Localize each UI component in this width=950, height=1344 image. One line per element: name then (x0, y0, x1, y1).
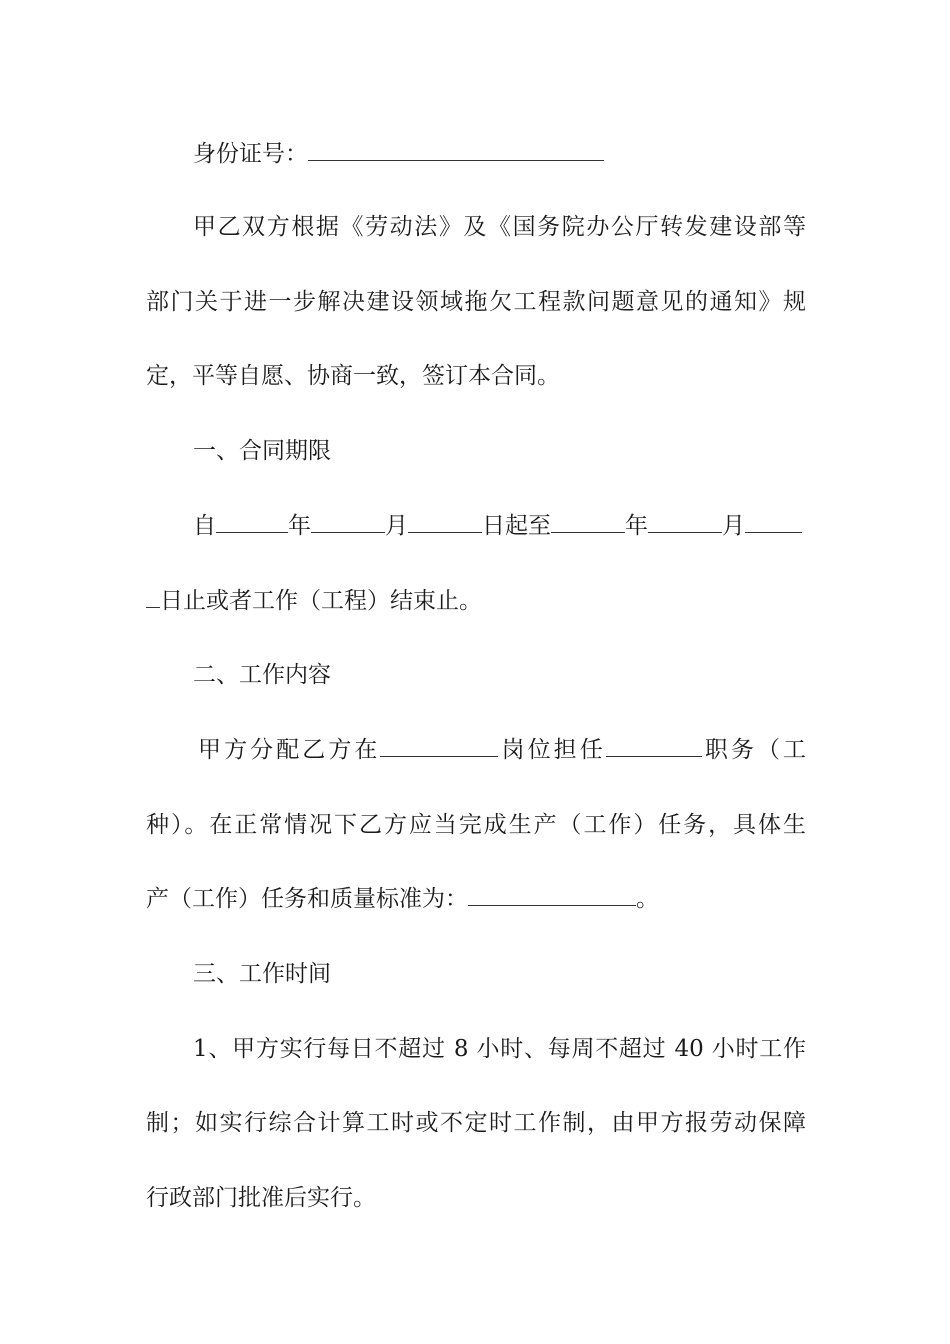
id-number-blank (308, 140, 604, 161)
work-line-1 (198, 735, 806, 765)
work-part-a: 甲方分配乙方在 (198, 737, 381, 763)
start-month-blank (311, 512, 385, 533)
start-year-blank (216, 512, 288, 533)
term-line-2 (146, 586, 806, 616)
end-month-blank (648, 512, 722, 533)
term-day-start: 日起至 (482, 513, 551, 539)
work-line-3-end: 。 (636, 886, 659, 912)
intro-line-2: 部门关于进一步解决建设领域拖欠工程款问题意见的通知》规 (146, 289, 806, 315)
section-heading-term: 一、合同期限 (193, 438, 331, 464)
post-blank (380, 736, 498, 757)
id-number-label: 身份证号： (193, 141, 308, 167)
work-line-2: 种）。在正常情况下乙方应当完成生产（工作）任务，具体生 (146, 812, 806, 838)
hours-line-2: 制；如实行综合计算工时或不定时工作制，由甲方报劳动保障 (146, 1110, 806, 1136)
end-day-blank-cont (146, 587, 160, 608)
end-year-blank (551, 512, 625, 533)
hours-line-3: 行政部门批准后实行。 (146, 1185, 376, 1211)
hours-line-1: 1、甲方实行每日不超过 8 小时、每周不超过 40 小时工作 (193, 1036, 806, 1062)
work-part-c: 职务（工 (701, 737, 806, 763)
intro-line-1: 甲乙双方根据《劳动法》及《国务院办公厅转发建设部等 (193, 214, 806, 240)
work-part-b: 岗位担任 (498, 737, 606, 763)
section-heading-work: 二、工作内容 (193, 662, 331, 688)
id-number-line (193, 139, 806, 169)
term-year: 年 (288, 513, 311, 539)
end-day-blank (745, 512, 802, 533)
quality-standard-blank (468, 885, 636, 906)
section-heading-hours: 三、工作时间 (193, 961, 331, 987)
term-year-2: 年 (625, 513, 648, 539)
work-line-3-text: 产（工作）任务和质量标准为： (146, 886, 468, 912)
term-month-2: 月 (722, 513, 745, 539)
term-month: 月 (385, 513, 408, 539)
term-end: 日止或者工作（工程）结束止。 (160, 588, 482, 614)
duty-blank (606, 736, 702, 757)
term-line-1 (193, 511, 806, 541)
work-line-3 (146, 884, 806, 914)
intro-line-3: 定，平等自愿、协商一致，签订本合同。 (146, 363, 560, 389)
term-from: 自 (193, 513, 216, 539)
start-day-blank (408, 512, 482, 533)
